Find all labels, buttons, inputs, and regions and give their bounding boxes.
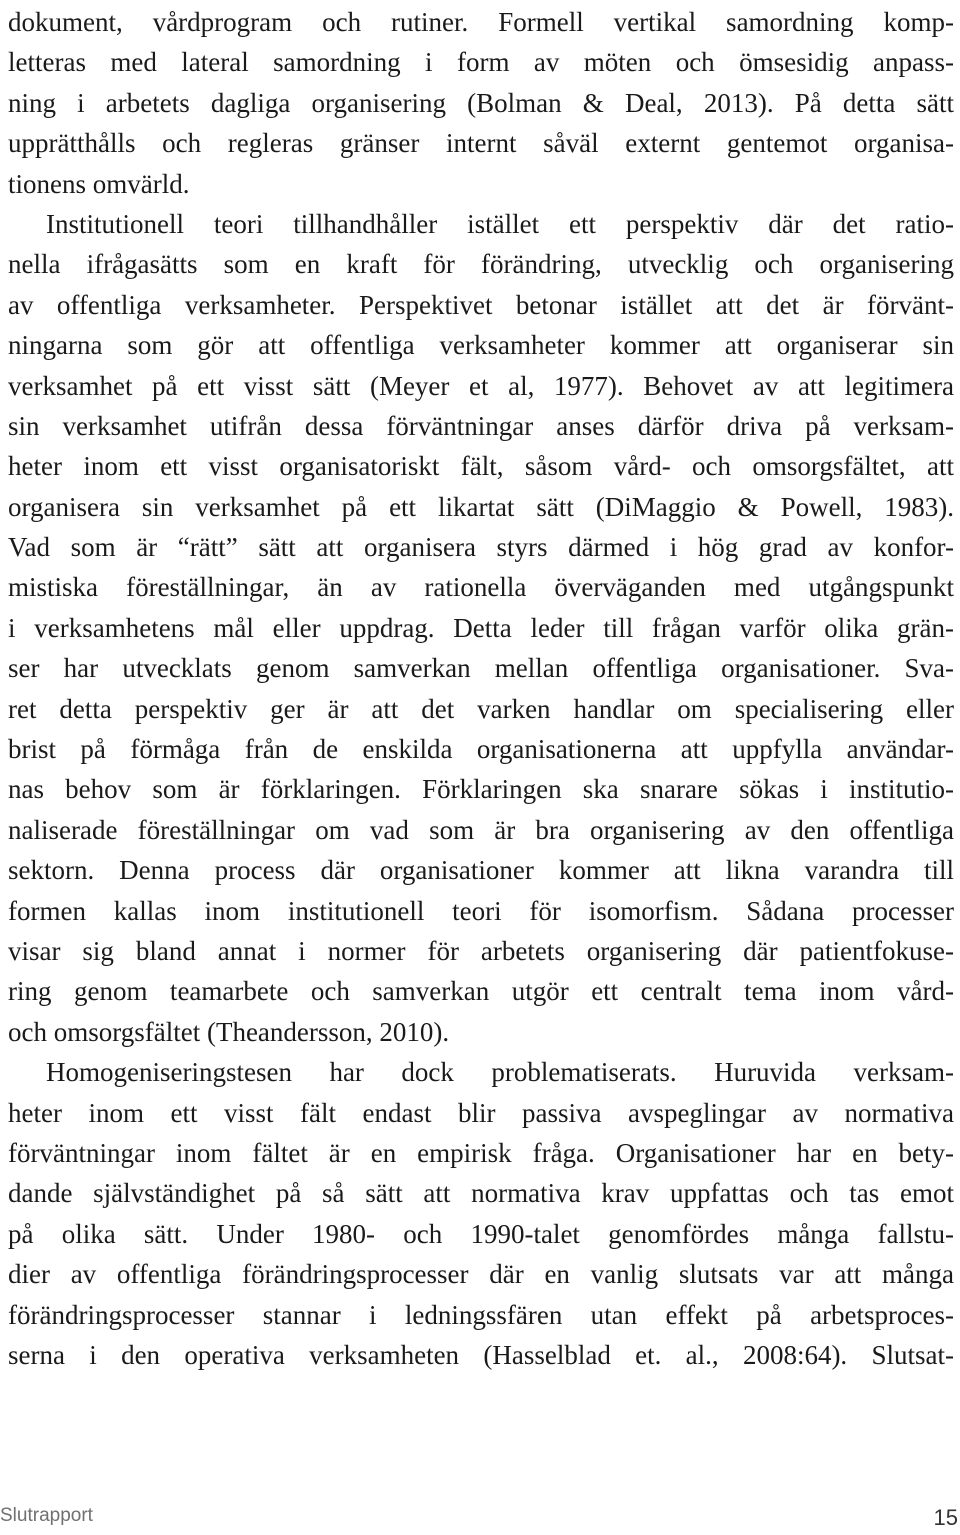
- text-line: visar sig bland annat i normer för arbetets organisering där patientfokuse-: [8, 935, 954, 966]
- text-line: organisera sin verksamhet på ett likartat sätt (DiMaggio & Powell, 1983).: [8, 491, 954, 522]
- text-line: Institutionell teori tillhandhåller istället ett perspektiv där det ratio-: [46, 208, 954, 239]
- text-line: heter inom ett visst organisatoriskt fält, såsom vård- och omsorgsfältet, att: [8, 451, 954, 482]
- text-line: upprätthålls och regleras gränser internt såväl externt gentemot organisa-: [8, 128, 954, 159]
- text-line: dier av offentliga förändringsprocesser där en vanlig slutsats var att många: [8, 1259, 954, 1290]
- text-line: av offentliga verksamheter. Perspektivet betonar istället att det är förvänt-: [8, 289, 954, 320]
- text-line: i verksamhetens mål eller uppdrag. Detta leder till frågan varför olika grän-: [8, 612, 954, 643]
- text-line: förändringsprocesser stannar i ledningssfären utan effekt på arbetsproces-: [8, 1299, 954, 1330]
- footer-report-label: Slutrapport: [0, 1505, 93, 1526]
- text-line: formen kallas inom institutionell teori för isomorfism. Sådana processer: [8, 895, 954, 926]
- text-line: tionens omvärld.: [8, 168, 190, 199]
- page-footer: [0, 1505, 960, 1535]
- text-line: serna i den operativa verksamheten (Hasselblad et. al., 2008:64). Slutsat-: [8, 1339, 954, 1370]
- text-line: mistiska föreställningar, än av rationella överväganden med utgångspunkt: [8, 572, 954, 603]
- text-line: ring genom teamarbete och samverkan utgör ett centralt tema inom vård-: [8, 976, 954, 1007]
- text-line: verksamhet på ett visst sätt (Meyer et al, 1977). Behovet av att legitimera: [8, 370, 954, 401]
- text-line: nas behov som är förklaringen. Förklaringen ska snarare sökas i institutio-: [8, 774, 954, 805]
- text-line: ser har utvecklats genom samverkan mellan offentliga organisationer. Sva-: [8, 653, 954, 684]
- text-line: förväntningar inom fältet är en empirisk fråga. Organisationer har en bety-: [8, 1137, 954, 1168]
- text-line: på olika sätt. Under 1980- och 1990-talet genomfördes många fallstu-: [8, 1218, 954, 1249]
- page-number: 15: [933, 1505, 958, 1530]
- text-line: heter inom ett visst fält endast blir passiva avspeglingar av normativa: [8, 1097, 954, 1128]
- text-line: nella ifrågasätts som en kraft för förändring, utvecklig och organisering: [8, 249, 954, 280]
- text-line: sin verksamhet utifrån dessa förväntningar anses därför driva på verksam-: [8, 410, 954, 441]
- text-line: Homogeniseringstesen har dock problematiserats. Huruvida verksam-: [46, 1057, 954, 1088]
- text-line: dokument, vårdprogram och rutiner. Formell vertikal samordning komp-: [8, 7, 954, 37]
- text-line: ning i arbetets dagliga organisering (Bolman & Deal, 2013). På detta sätt: [8, 87, 954, 118]
- text-line: dande självständighet på så sätt att normativa krav uppfattas och tas emot: [8, 1178, 954, 1209]
- text-line: brist på förmåga från de enskilda organisationerna att uppfylla användar-: [8, 734, 954, 765]
- text-line: ningarna som gör att offentliga verksamheter kommer att organiserar sin: [8, 330, 954, 361]
- text-line: letteras med lateral samordning i form av möten och ömsesidig anpass-: [8, 47, 954, 78]
- text-line: sektorn. Denna process där organisationer kommer att likna varandra till: [8, 855, 954, 886]
- text-line: ret detta perspektiv ger är att det varken handlar om specialisering eller: [8, 693, 954, 724]
- text-line: och omsorgsfältet (Theandersson, 2010).: [8, 1016, 450, 1047]
- text-line: Vad som är “rätt” sätt att organisera styrs därmed i hög grad av konfor-: [8, 532, 954, 563]
- body-text: [8, 2, 954, 1375]
- text-line: naliserade föreställningar om vad som är bra organisering av den offentliga: [8, 814, 954, 845]
